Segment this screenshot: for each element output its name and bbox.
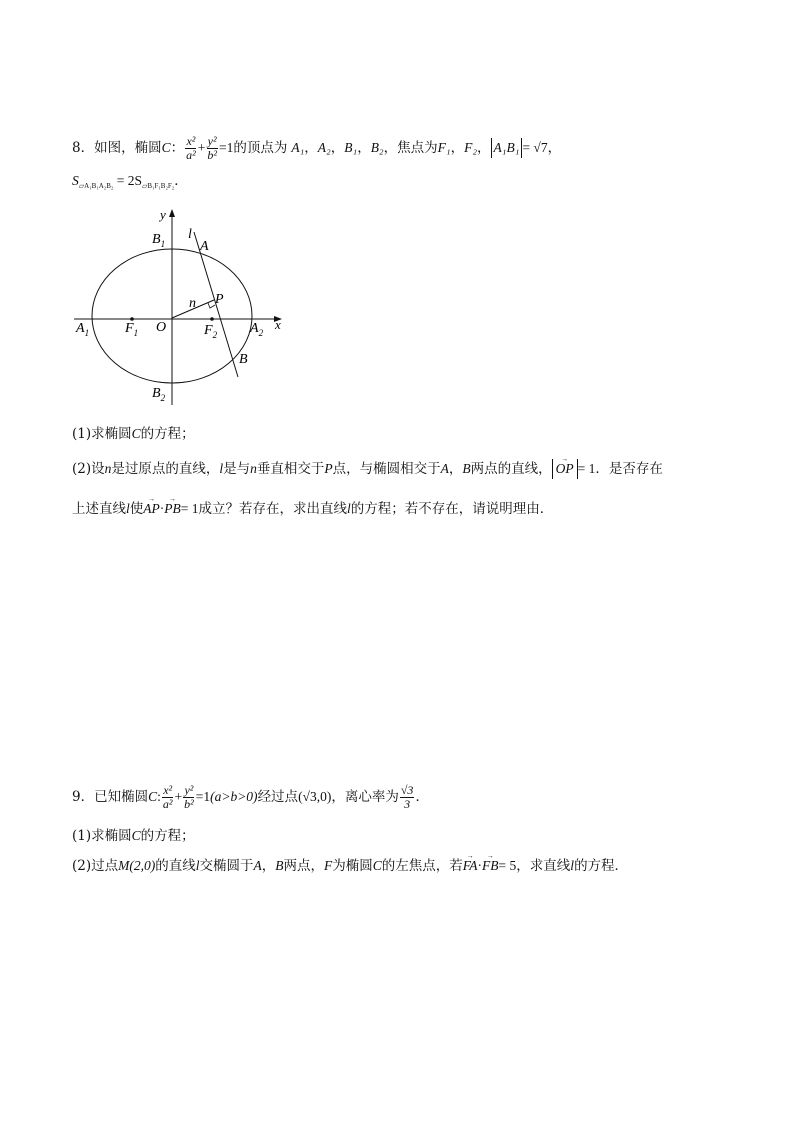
q9-pass-text: 经过点 — [257, 789, 299, 805]
q8-p2-c: 是与 — [223, 461, 251, 477]
q9-p2-FA: → FA — [463, 856, 478, 876]
q8-p2-sep: ， — [448, 461, 463, 477]
label-l: l — [188, 227, 192, 242]
q8-A1: A₁ — [291, 140, 305, 155]
q9-p2-l: l — [195, 858, 200, 873]
q8-comma5: ， — [450, 140, 465, 156]
label-F1: $F_1$ — [125, 321, 139, 338]
label-n: n — [189, 296, 196, 311]
q8-ellipse-name: C — [161, 140, 171, 155]
q8-comma2: ， — [330, 140, 345, 156]
q9-p2-eq: = 5 — [498, 858, 517, 873]
q8-A2: A₂ — [317, 140, 331, 155]
label-B2: $B_2$ — [152, 386, 166, 403]
q8-p2-AP: → AP — [143, 499, 160, 519]
q9-ecc-text: ，离心率为 — [331, 789, 399, 805]
q8-p2-g: ．是否存在 — [595, 461, 663, 477]
q8-p2-f: 两点的直线， — [470, 461, 552, 477]
label-A2: $A_2$ — [250, 321, 264, 338]
q8-B1: B₁ — [344, 140, 358, 155]
q8-p2-PB: → PB — [164, 499, 181, 519]
q8-F2: F₂ — [464, 140, 478, 155]
q8-p2-b: 是过原点的直线， — [111, 461, 220, 477]
q8-eq-sqrt7: = √7 — [522, 140, 548, 155]
q8-p2-n2: n — [250, 461, 257, 476]
q9-p2-h: 的方程． — [574, 858, 629, 874]
q8-plus: + — [197, 140, 206, 155]
label-A1: $A_1$ — [76, 321, 90, 338]
q8-p2-l2-l: l — [126, 501, 130, 516]
q9-p2-A: A — [253, 858, 262, 873]
q8-frac-y: $\frac{\text{y²}}{\text{b²}}$ — [207, 134, 217, 162]
q9-p2-C: C — [372, 858, 382, 873]
y-axis-arrow — [169, 209, 175, 217]
q8-part1-text: (1)求椭圆 — [72, 426, 132, 442]
q9-end: ． — [415, 789, 429, 805]
q8-p2-OP: → OP — [552, 459, 578, 479]
q8-part1-end: 的方程； — [140, 426, 195, 442]
q8-area-condition — [72, 171, 188, 196]
label-x: x — [275, 317, 281, 332]
q8-p2-l2-a: 上述直线 — [72, 501, 126, 517]
q8-p2-d: 垂直相交于 — [256, 461, 325, 477]
q9-colon: : — [157, 789, 161, 804]
q9-p2-l2: l — [570, 858, 575, 873]
q8-p2-B: B — [462, 461, 471, 476]
q8-area-S1: S — [72, 173, 79, 188]
q9-plus: + — [174, 789, 183, 804]
q8-area-sub2: ▱B₁F₁B₂F₂ — [141, 182, 175, 190]
q9-part2 — [72, 856, 628, 876]
q8-comma4: ， — [383, 140, 398, 156]
q9-p2-e: 为椭圆 — [332, 858, 373, 874]
q8-number: 8． — [72, 140, 95, 156]
q9-number: 9． — [72, 789, 95, 805]
focus-F2-dot — [210, 317, 214, 321]
q8-p2-l2-d: 的方程；若不存在，请说明理由． — [350, 501, 554, 517]
q9-intro: 已知椭圆 — [94, 789, 149, 805]
q8-part1 — [72, 424, 195, 444]
q9-p2-f: 的左焦点，若 — [381, 858, 463, 874]
q8-p2-eq: = 1 — [180, 501, 199, 516]
right-angle-mark — [208, 303, 215, 308]
q8-part1-C: C — [131, 426, 141, 441]
q8-end-comma: ， — [547, 140, 562, 156]
q9-part1-C: C — [131, 828, 141, 843]
q9-eq-one: =1 — [195, 789, 211, 804]
q8-p2-l2-c: 成立？若存在，求出直线 — [198, 501, 348, 517]
q9-p2-F: F — [324, 858, 333, 873]
q8-part2-line1 — [72, 459, 663, 479]
q9-point: (√3,0) — [298, 789, 332, 804]
q9-C: C — [148, 789, 158, 804]
q9-p2-g: ，求直线 — [516, 858, 571, 874]
label-A: A — [200, 239, 209, 254]
q8-frac-x: $\frac{\text{x²}}{\text{a²}}$ — [186, 134, 196, 162]
q8-B2: B₂ — [370, 140, 384, 155]
q9-p2-c: 交椭圆于 — [199, 858, 254, 874]
ellipse-figure — [70, 205, 290, 415]
q8-p2-a: (2)设 — [72, 461, 105, 477]
label-B: B — [239, 352, 248, 367]
label-O: O — [156, 320, 167, 335]
q8-intro: 如图，椭圆 — [94, 140, 162, 156]
q8-abs-A1B1: A₁B₁ — [491, 138, 523, 158]
q9-p2-b: 的直线 — [155, 858, 196, 874]
q9-p2-FB: → FB — [482, 856, 499, 876]
q9-p2-M: M(2,0) — [118, 858, 156, 873]
q8-p2-eq1: = 1 — [577, 461, 596, 476]
q9-ecc-frac: $\frac{√3}{3}$ — [400, 783, 414, 811]
q8-comma3: ， — [357, 140, 371, 156]
q8-part2-line2 — [72, 499, 553, 519]
q8-p2-l2-b: 使 — [129, 501, 144, 517]
label-y: y — [160, 207, 166, 222]
q8-area-eq: = 2S — [113, 173, 142, 188]
label-B1: $B_1$ — [152, 232, 166, 249]
q9-p2-d: 两点， — [283, 858, 325, 874]
q8-vertices-text: 的顶点为 — [233, 140, 288, 156]
q9-frac-y: $\frac{\text{y²}}{\text{b²}}$ — [184, 783, 194, 811]
q8-eq-one: =1 — [218, 140, 234, 155]
q9-frac-x: $\frac{\text{x²}}{\text{a²}}$ — [162, 783, 173, 811]
q8-p2-dot: · — [159, 501, 165, 516]
q8-statement-line1 — [72, 135, 561, 162]
label-F2: $F_2$ — [204, 323, 218, 340]
q8-p2-A: A — [440, 461, 449, 476]
q9-p2-a: (2)过点 — [72, 858, 119, 874]
q8-colon: ： — [170, 140, 185, 155]
q8-p2-e: 点，与椭圆相交于 — [332, 461, 441, 477]
q9-p2-dot: · — [477, 858, 483, 873]
q8-comma1: ， — [304, 140, 318, 156]
q8-area-end: ． — [174, 173, 188, 189]
q8-foci-text: 焦点为 — [397, 140, 438, 156]
q8-area-sub1: ▱A₁B₁A₂B₂ — [78, 182, 114, 190]
q8-p2-n: n — [104, 461, 112, 476]
label-P: P — [215, 292, 224, 307]
q8-p2-l: l — [219, 461, 224, 476]
q8-p2-P: P — [324, 461, 333, 476]
q8-F1: F₁ — [437, 140, 451, 155]
q9-p2-sep: ， — [261, 858, 276, 874]
q9-statement — [72, 784, 429, 811]
q9-part1-text: (1)求椭圆 — [72, 828, 132, 844]
q8-comma6: ， — [477, 140, 491, 156]
q9-part1-end: 的方程； — [140, 828, 195, 844]
q9-part1 — [72, 826, 195, 846]
q9-p2-B: B — [275, 858, 284, 873]
q9-condition: (a>b>0) — [210, 789, 258, 804]
q8-p2-l2-l2: l — [347, 501, 351, 516]
